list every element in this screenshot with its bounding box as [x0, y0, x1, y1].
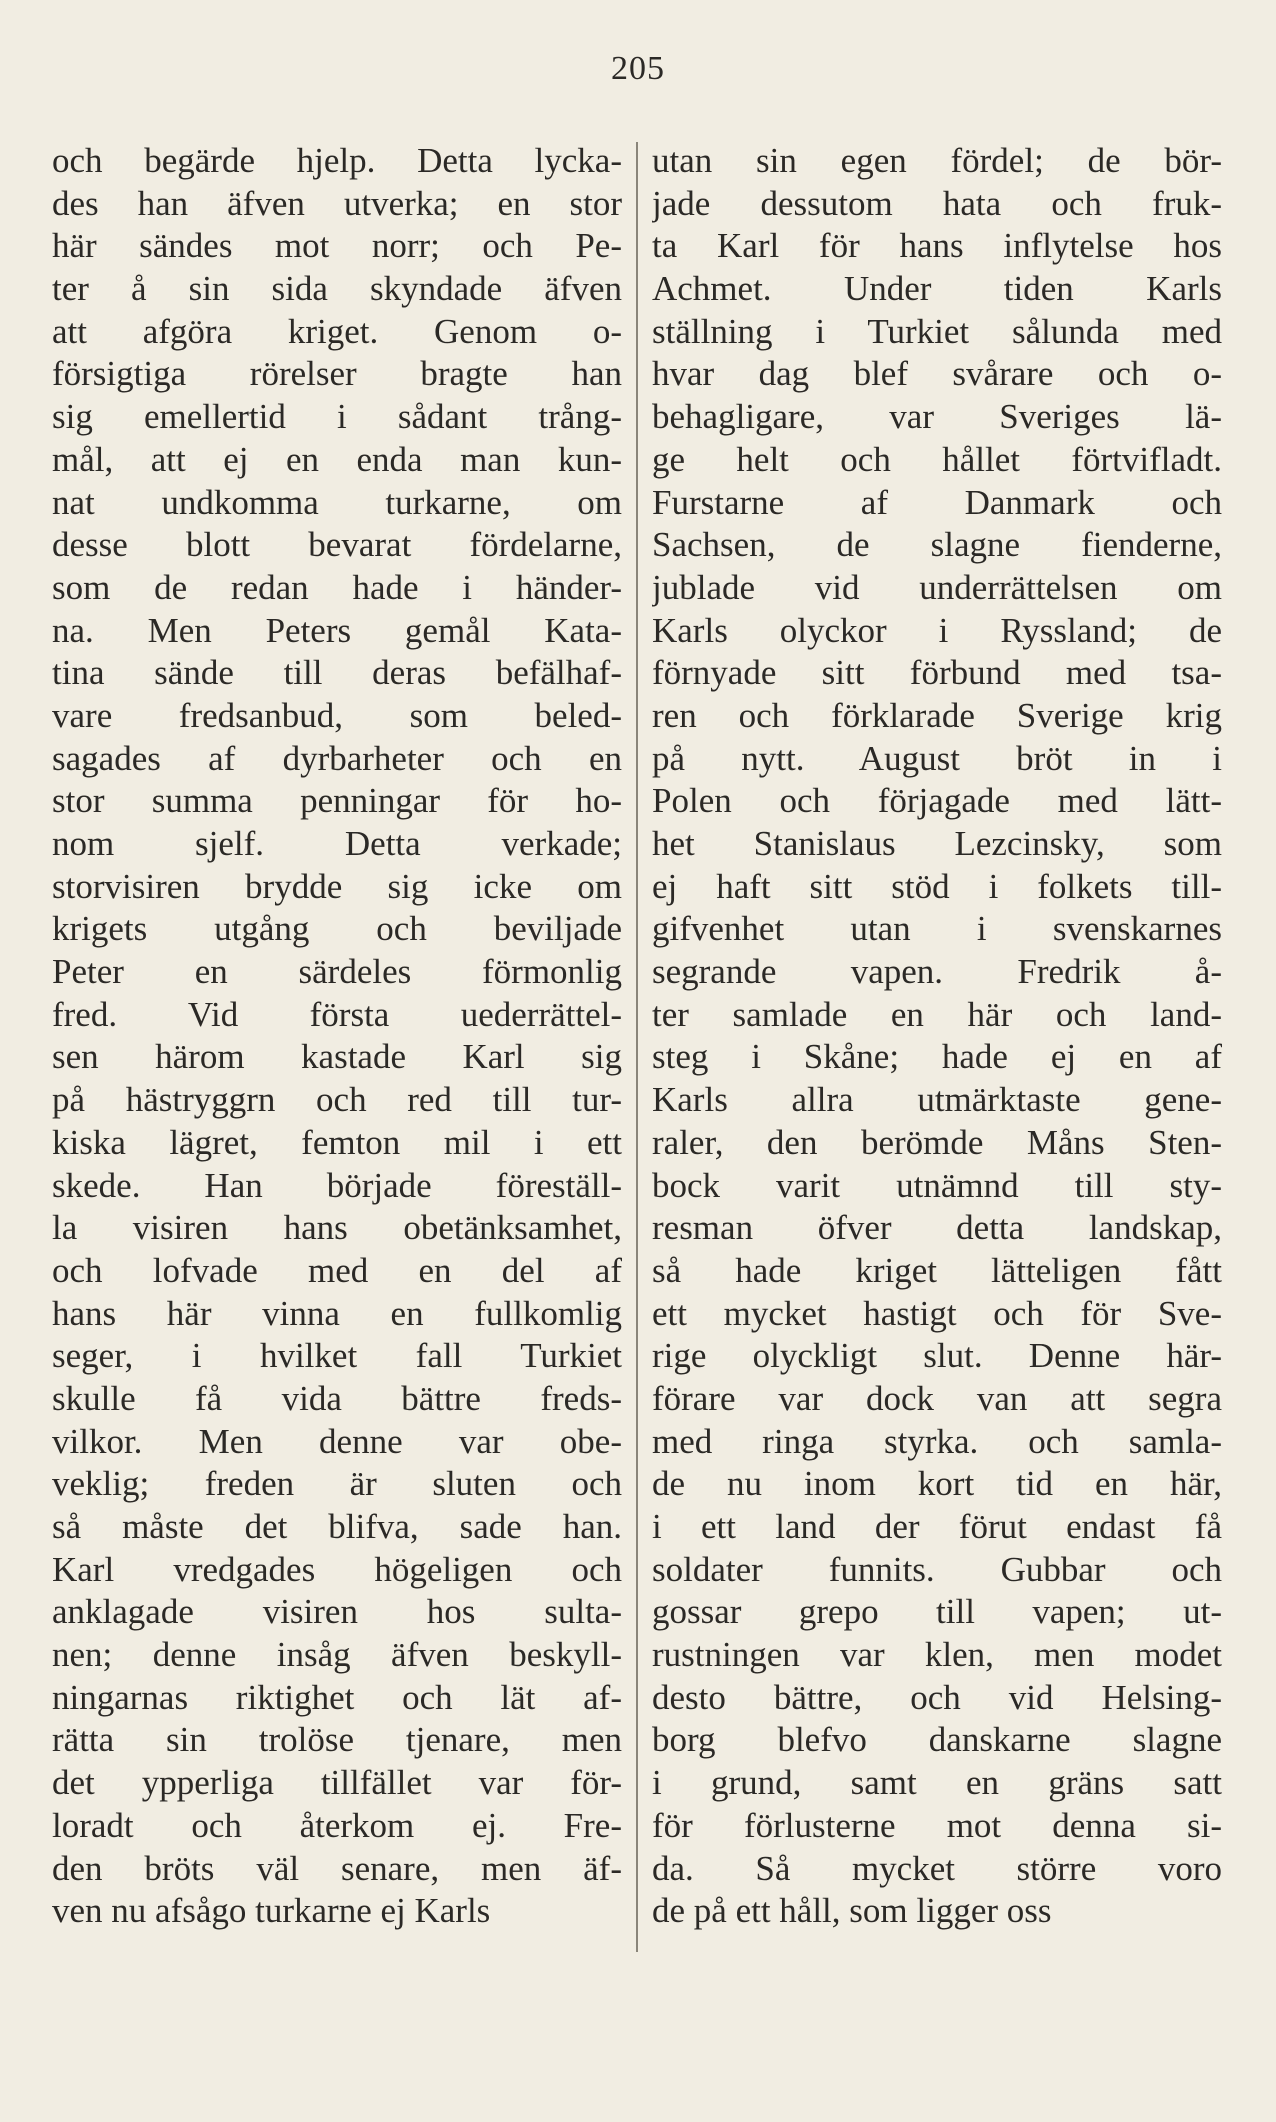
right-column	[652, 140, 1222, 1933]
text-line: för förlusterne mot denna si-	[652, 1805, 1222, 1845]
left-column	[52, 140, 622, 1933]
text-line: Achmet. Under tiden Karls	[652, 269, 1222, 309]
text-line: segrande vapen. Fredrik å-	[652, 952, 1222, 992]
text-line: rige olyckligt slut. Denne här-	[652, 1336, 1222, 1376]
text-line: så hade kriget lätteligen fått	[652, 1250, 1222, 1290]
text-line: seger, i hvilket fall Turkiet	[52, 1336, 622, 1376]
text-line: borg blefvo danskarne slagne	[652, 1720, 1222, 1760]
text-line: fred. Vid första uederrättel-	[52, 994, 622, 1034]
text-line: ge helt och hållet förtvifladt.	[652, 439, 1222, 479]
text-line: ningarnas riktighet och lät af-	[52, 1677, 622, 1717]
text-line: storvisiren brydde sig icke om	[52, 866, 622, 906]
text-line: de nu inom kort tid en här,	[652, 1464, 1222, 1504]
text-line: desto bättre, och vid Helsing-	[652, 1677, 1222, 1717]
text-line: rätta sin trolöse tjenare, men	[52, 1720, 622, 1760]
text-line: steg i Skåne; hade ej en af	[652, 1037, 1222, 1077]
text-line: utan sin egen fördel; de bör-	[652, 141, 1222, 180]
text-line: ta Karl för hans inflytelse hos	[652, 226, 1222, 266]
text-line: som de redan hade i händer-	[52, 567, 622, 607]
text-line: med ringa styrka. och samla-	[652, 1421, 1222, 1461]
text-line: ställning i Turkiet sålunda med	[652, 311, 1222, 351]
text-line: soldater funnits. Gubbar och	[652, 1549, 1222, 1589]
text-line: rustningen var klen, men modet	[652, 1635, 1222, 1675]
text-line: och lofvade med en del af	[52, 1250, 622, 1290]
text-line: ter samlade en här och land-	[652, 994, 1222, 1034]
text-line: försigtiga rörelser bragte han	[52, 354, 622, 394]
text-line: förare var dock van att segra	[652, 1378, 1222, 1418]
text-line: Polen och förjagade med lätt-	[652, 781, 1222, 821]
text-line: jade dessutom hata och fruk-	[652, 183, 1222, 223]
text-line: här sändes mot norr; och Pe-	[52, 226, 622, 266]
text-line: het Stanislaus Lezcinsky, som	[652, 824, 1222, 863]
text-line: nat undkomma turkarne, om	[52, 482, 622, 522]
text-line: på hästryggrn och red till tur-	[52, 1080, 622, 1120]
text-line: behagligare, var Sveriges lä-	[652, 397, 1222, 437]
text-line: de på ett håll, som ligger oss	[652, 1891, 1052, 1931]
text-line: sen härom kastade Karl sig	[52, 1037, 622, 1077]
text-line: krigets utgång och beviljade	[52, 909, 622, 949]
text-line: det ypperliga tillfället var för-	[52, 1763, 622, 1803]
text-line: loradt och återkom ej. Fre-	[52, 1805, 622, 1845]
column-divider	[636, 142, 638, 1952]
text-line: vare fredsanbud, som beled-	[52, 695, 622, 735]
text-line: att afgöra kriget. Genom o-	[52, 311, 622, 351]
text-line: sig emellertid i sådant trång-	[52, 397, 622, 437]
text-line: stor summa penningar för ho-	[52, 781, 622, 821]
text-line: i ett land der förut endast få	[652, 1507, 1222, 1546]
text-line: och begärde hjelp. Detta lycka-	[52, 141, 622, 180]
text-line: gifvenhet utan i svenskarnes	[652, 909, 1222, 949]
text-line: förnyade sitt förbund med tsa-	[652, 653, 1222, 693]
text-line: i grund, samt en gräns satt	[652, 1763, 1222, 1803]
text-line: bock varit utnämnd till sty-	[652, 1165, 1222, 1205]
text-line: skede. Han började föreställ-	[52, 1165, 622, 1205]
text-line: desse blott bevarat fördelarne,	[52, 525, 622, 565]
text-line: da. Så mycket större voro	[652, 1848, 1222, 1888]
text-line: veklig; freden är sluten och	[52, 1464, 622, 1504]
text-line: hvar dag blef svårare och o-	[652, 354, 1222, 394]
text-line: resman öfver detta landskap,	[652, 1208, 1222, 1248]
page-number: 205	[611, 50, 665, 87]
text-line: ven nu afsågo turkarne ej Karls	[52, 1891, 491, 1931]
text-line: skulle få vida bättre freds-	[52, 1378, 622, 1418]
text-line: sagades af dyrbarheter och en	[52, 738, 622, 778]
text-line: tina sände till deras befälhaf-	[52, 653, 622, 693]
text-line: anklagade visiren hos sulta-	[52, 1592, 622, 1632]
text-line: kiska lägret, femton mil i ett	[52, 1122, 622, 1162]
text-line: Sachsen, de slagne fienderne,	[652, 525, 1222, 565]
text-line: ren och förklarade Sverige krig	[652, 695, 1222, 735]
text-line: Peter en särdeles förmonlig	[52, 952, 622, 992]
text-line: raler, den berömde Måns Sten-	[652, 1122, 1222, 1162]
text-line: Karls olyckor i Ryssland; de	[652, 610, 1222, 650]
text-line: Furstarne af Danmark och	[652, 482, 1222, 522]
text-line: så måste det blifva, sade han.	[52, 1507, 622, 1546]
text-line: la visiren hans obetänksamhet,	[52, 1208, 622, 1248]
text-line: ej haft sitt stöd i folkets till-	[652, 866, 1222, 906]
text-line: den bröts väl senare, men äf-	[52, 1848, 622, 1888]
text-line: på nytt. August bröt in i	[652, 738, 1222, 778]
text-line: na. Men Peters gemål Kata-	[52, 610, 622, 650]
text-line: nen; denne insåg äfven beskyll-	[52, 1635, 622, 1675]
text-line: gossar grepo till vapen; ut-	[652, 1592, 1222, 1632]
text-line: vilkor. Men denne var obe-	[52, 1421, 622, 1461]
text-line: des han äfven utverka; en stor	[52, 183, 622, 223]
text-line: ter å sin sida skyndade äfven	[52, 269, 622, 309]
text-line: hans här vinna en fullkomlig	[52, 1293, 622, 1333]
text-line: jublade vid underrättelsen om	[652, 567, 1222, 607]
text-line: mål, att ej en enda man kun-	[52, 439, 622, 479]
text-line: Karl vredgades högeligen och	[52, 1549, 622, 1589]
text-line: nom sjelf. Detta verkade;	[52, 824, 622, 863]
text-line: ett mycket hastigt och för Sve-	[652, 1293, 1222, 1333]
text-line: Karls allra utmärktaste gene-	[652, 1080, 1222, 1120]
